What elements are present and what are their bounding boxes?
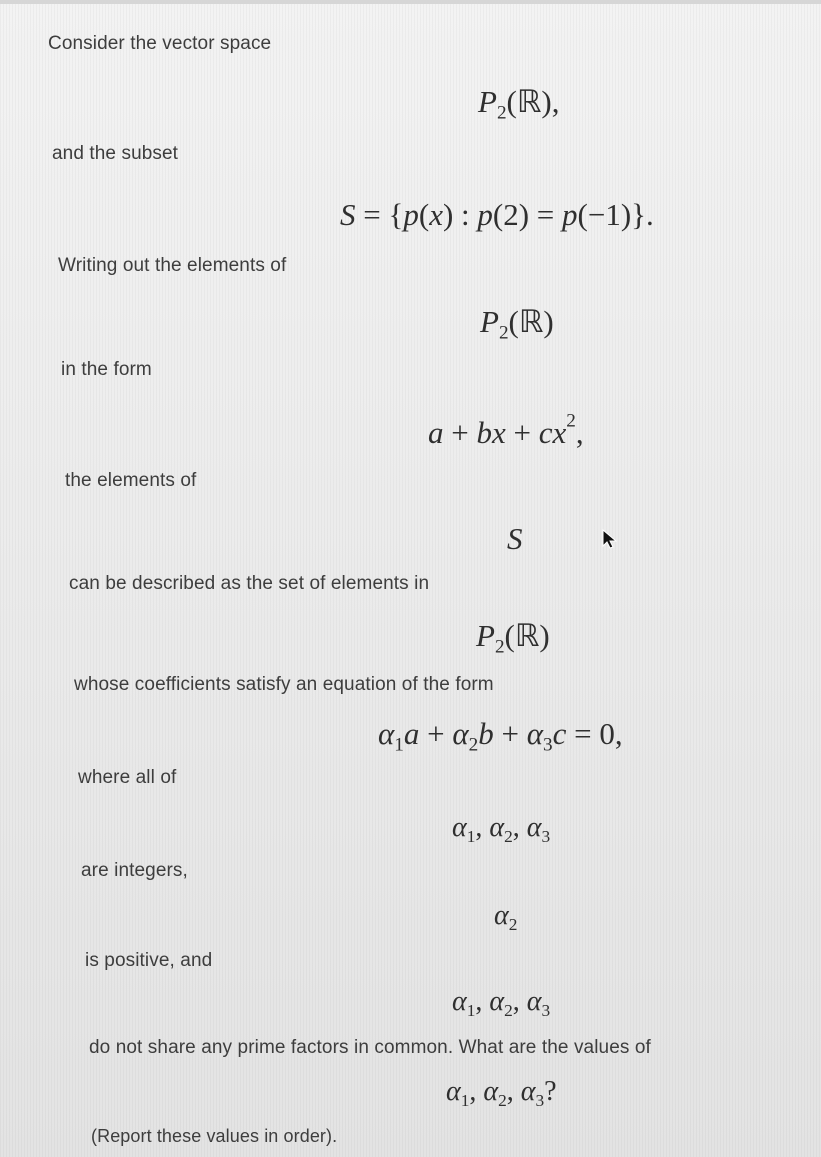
math-polynomial-form: a + bx + $cx^2$, <box>428 410 584 450</box>
math-p2r-3: $P_2(ℝ)$ <box>476 618 550 658</box>
text-where-all-of: where all of <box>78 767 177 788</box>
text-described-as-set: can be described as the set of elements in <box>69 573 430 594</box>
text-the-elements-of: the elements of <box>65 470 197 491</box>
text-writing-out-elements: Writing out the elements of <box>58 255 287 276</box>
text-report-in-order: (Report these values in order). <box>91 1126 338 1146</box>
text-consider-vector-space: Consider the vector space <box>48 33 272 54</box>
math-s: S <box>507 521 523 556</box>
text-in-the-form: in the form <box>61 359 152 380</box>
math-p2r-2: $P_2(ℝ)$ <box>480 304 554 344</box>
math-alphas-1: $\alpha_1$, $\alpha_2$, $\alpha_3$ <box>452 812 551 847</box>
text-and-the-subset: and the subset <box>52 143 179 164</box>
text-are-integers: are integers, <box>81 860 188 881</box>
math-subset-definition: S = {p(x) : p(2) = p(−1)}. <box>340 197 654 232</box>
text-is-positive: is positive, and <box>85 950 213 971</box>
math-linear-equation: $\alpha_1a + \alpha_2b + \alpha_3c = 0$, <box>378 716 623 756</box>
math-alphas-2: $\alpha_1$, $\alpha_2$, $\alpha_3$ <box>452 986 551 1021</box>
math-alpha-2: $\alpha_2$ <box>494 900 518 935</box>
math-alphas-question: $\alpha_1$, $\alpha_2$, $\alpha_3$? <box>446 1076 557 1111</box>
math-p2r-1: $P_2(ℝ)$, <box>478 84 560 124</box>
text-prime-factors-question: do not share any prime factors in common. What are the values of <box>89 1037 651 1058</box>
mouse-pointer-icon <box>600 528 622 550</box>
text-coefficients-satisfy: whose coefficients satisfy an equation of the form <box>74 674 494 695</box>
top-edge <box>0 0 821 4</box>
